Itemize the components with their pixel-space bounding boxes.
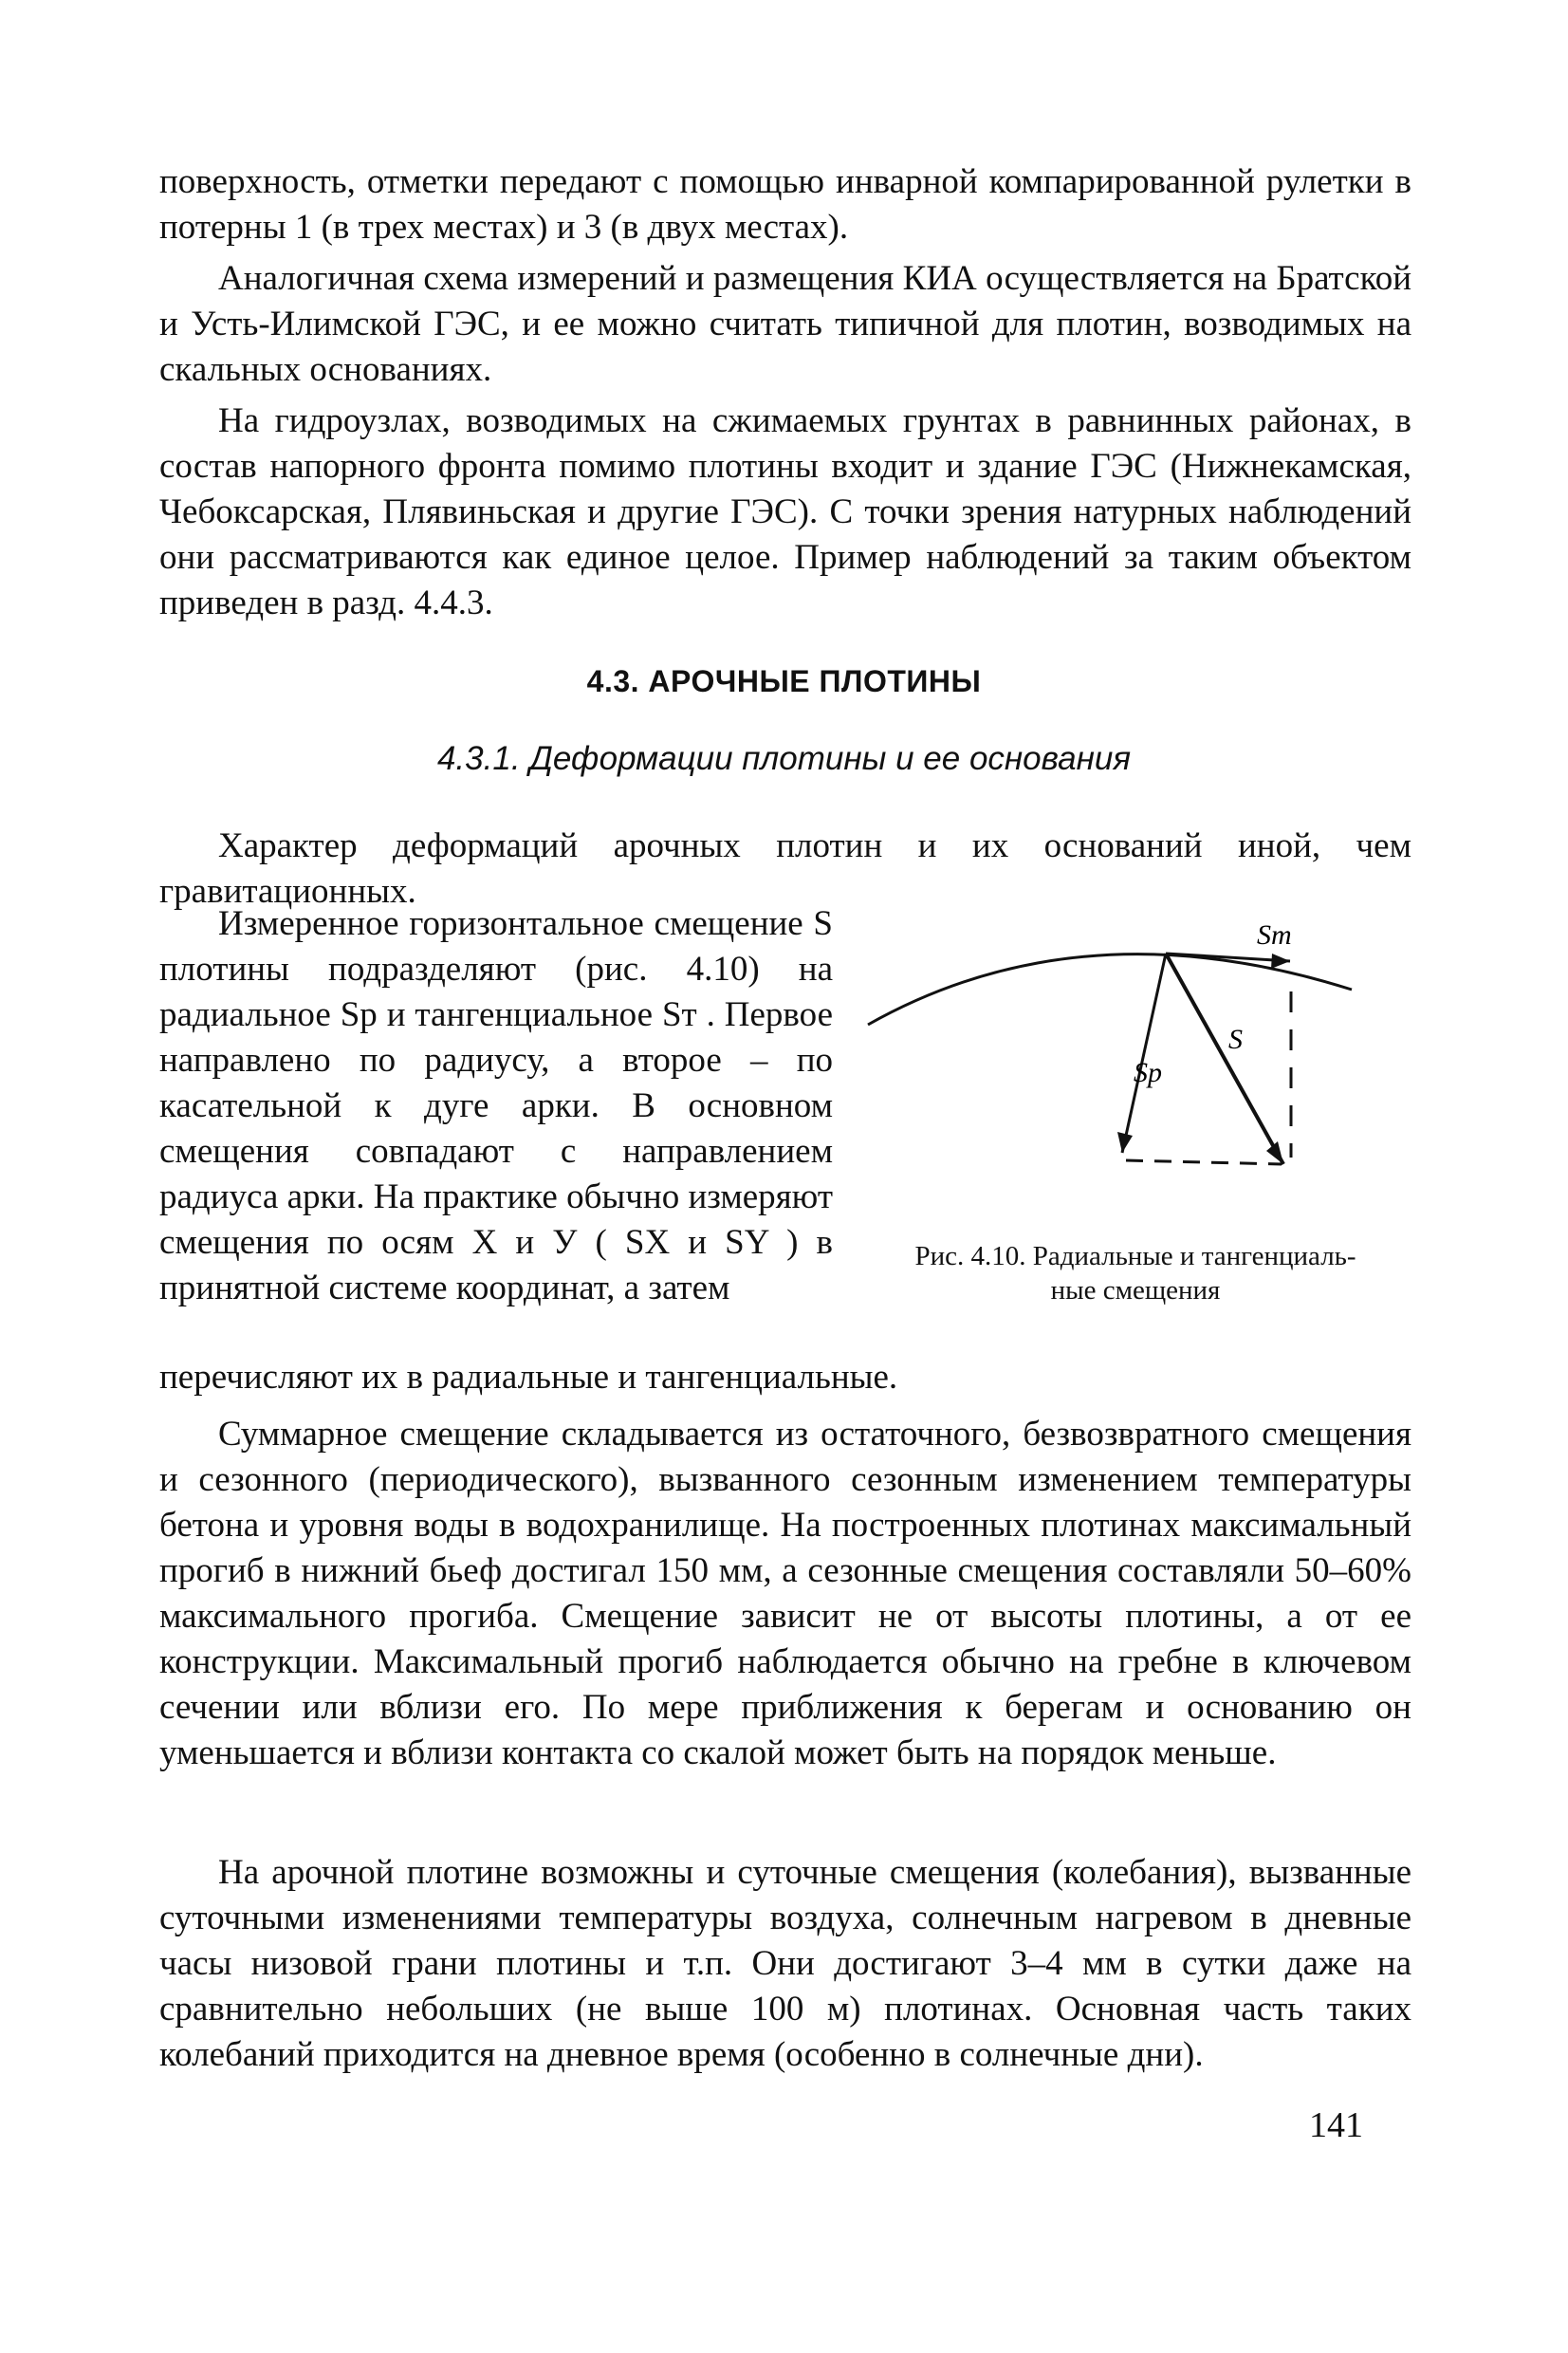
label-s: S — [1228, 1024, 1243, 1055]
tangential-arrow-head — [1271, 954, 1290, 969]
paragraph-3: На гидроузлах, возводимых на сжимаемых грунтах в равнинных районах, в состав напорного фронта помимо плотины входит и здание ГЭС (Нижнекамская, Чебоксарская, Плявиньская и другие ГЭС). С точки зрения натурных наблюдений они рассматриваются как единое целое. Пример наблюдений за таким объектом приведен в разд. 4.4.3. — [159, 401, 1411, 622]
paragraph-5: Измеренное горизонтальное смещение S плотины подразделяют (рис. 4.10) на радиальное Sp и тангенциальное Sт . Первое направлено по радиусу, а второе – по касательной к дуге арки. В основном смещения совпадают с направлением радиуса арки. На практике обычно измеряют смещения по осям X и У ( SX и SY ) в принятной системе координат, а затем — [159, 904, 834, 1307]
section-heading: 4.3. АРОЧНЫЕ ПЛОТИНЫ — [586, 664, 982, 698]
figure-caption — [846, 1239, 1425, 1307]
radial-arrow — [1122, 954, 1166, 1153]
paragraph-7: На арочной плотине возможны и суточные смещения (колебания), вызванные суточными изменениями температуры воздуха, солнечным нагревом в дневные часы низовой грани плотины и т.п. Они достигают 3–4 мм в сутки даже на сравнительно небольших (не выше 100 м) плотинах. Основная часть таких колебаний приходится на дневное время (особенно в солнечные дни). — [159, 1853, 1411, 2074]
paragraph-5-end: перечисляют их в радиальные и тангенциальные. — [159, 1358, 898, 1397]
paragraph-1: поверхность, отметки передают с помощью инварной компарированной рулетки в потерны 1 (в трех местах) и 3 (в двух местах). — [159, 162, 1411, 247]
caption-line-1: Рис. 4.10. Радиальные и тангенциаль- — [914, 1241, 1356, 1271]
label-sp: Sp — [1134, 1057, 1162, 1088]
radial-arrow-head — [1117, 1132, 1133, 1153]
paragraph-6: Суммарное смещение складывается из остаточного, безвозвратного смещения и сезонного (периодического), вызванного сезонным изменением температуры бетона и уровня воды в водохранилище. На построенных плотинах максимальный прогиб в нижний бьеф достигал 150 мм, а сезонные смещения составляли 50–60% максимального прогиба. Смещение зависит не от высоты плотины, а от ее конструкции. Максимальный прогиб наблюдается обычно на гребне в ключевом сечении или вблизи его. По мере приближения к берегам и основанию он уменьшается и вблизи контакта со скалой может быть на порядок меньше. — [159, 1415, 1411, 1772]
dashed-horizontal — [1126, 1160, 1282, 1164]
total-displacement-arrow-head — [1266, 1141, 1283, 1164]
paragraph-4: Характер деформаций арочных плотин и их оснований иной, чем гравитационных. — [159, 826, 1411, 911]
page-number: 141 — [1309, 2105, 1363, 2145]
label-sm: Sm — [1257, 919, 1292, 951]
total-displacement-arrow — [1166, 954, 1283, 1164]
paragraph-2: Аналогичная схема измерений и размещения КИА осуществляется на Братской и Усть-Илимской ГЭС, и ее можно считать типичной для плотин, возводимых на скальных основаниях. — [159, 259, 1411, 389]
caption-line-2: ные смещения — [1050, 1275, 1221, 1306]
subsection-heading: 4.3.1. Деформации плотины и ее основания — [436, 740, 1132, 777]
figure-4-10-diagram — [849, 916, 1380, 1200]
